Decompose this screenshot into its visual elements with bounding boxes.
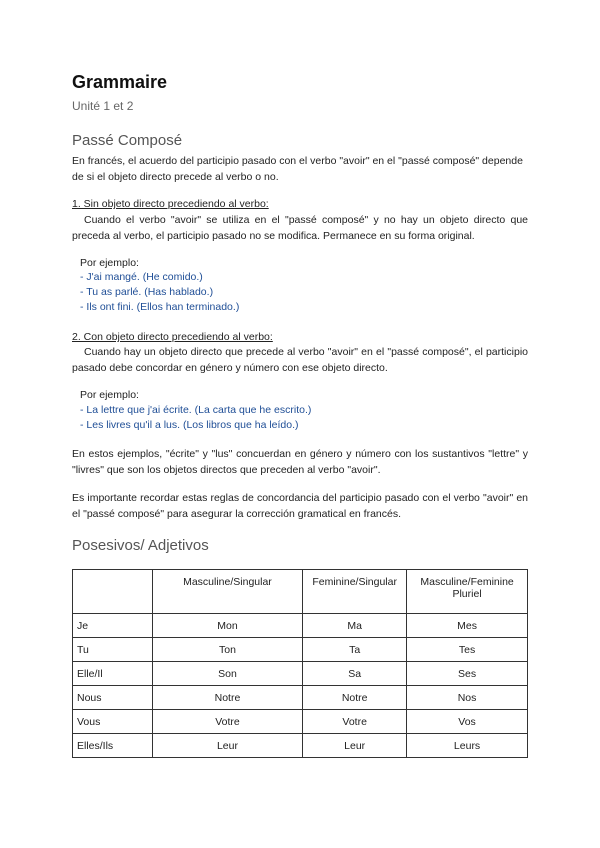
rule1-examples (80, 270, 239, 315)
rule1-example-label: Por ejemplo: (80, 257, 139, 269)
note-paragraph-1: En estos ejemplos, "écrite" y "lus" concuerdan en género y número con los sustantivos "lettre" y "livres" que son los objetos directos que preceden al verbo "avoir". (72, 448, 528, 476)
rule2-title: 2. Con objeto directo precediendo al verbo: (72, 331, 273, 343)
table-cell: Son (152, 662, 303, 686)
intro-paragraph: En francés, el acuerdo del participio pasado con el verbo "avoir" en el "passé composé" depende de si el objeto directo precede al verbo o no. (72, 155, 523, 183)
table-row (73, 638, 528, 662)
example-item: - Les livres qu'il a lus. (Los libros que ha leído.) (80, 419, 299, 431)
example-item: - J'ai mangé. (He comido.) (80, 271, 203, 283)
table-cell: Ma (303, 614, 407, 638)
table-row-label: Je (73, 614, 153, 638)
table-header-cell (73, 570, 153, 614)
table-cell: Notre (152, 686, 303, 710)
table-cell: Mon (152, 614, 303, 638)
example-item: - Tu as parlé. (Has hablado.) (80, 286, 214, 298)
table-header-cell: Masculine/Feminine Pluriel (407, 570, 528, 614)
table-header-cell: Feminine/Singular (303, 570, 407, 614)
table-cell: Ton (152, 638, 303, 662)
table-cell: Leurs (407, 734, 528, 758)
rule2-example-label: Por ejemplo: (80, 389, 139, 401)
note-paragraph-2: Es importante recordar estas reglas de concordancia del participio pasado con el verbo "avoir" en el "passé composé" para asegurar la corrección gramatical en francés. (72, 492, 528, 520)
table-cell: Vos (407, 710, 528, 734)
rule1-title: 1. Sin objeto directo precediendo al verbo: (72, 198, 269, 210)
table-header-cell: Masculine/Singular (152, 570, 303, 614)
section-heading-passe-compose: Passé Composé (72, 132, 183, 149)
table-row (73, 734, 528, 758)
table-cell: Leur (152, 734, 303, 758)
rule2-text: Cuando hay un objeto directo que precede al verbo "avoir" en el "passé composé", el participio pasado debe concordar en género y número con ese objeto directo. (72, 346, 528, 374)
rule2-examples (80, 403, 311, 433)
table-row (73, 710, 528, 734)
table-cell: Notre (303, 686, 407, 710)
rule1-text: Cuando el verbo "avoir" se utiliza en el "passé composé" y no hay un objeto directo que preceda al verbo, el participio pasado no se modifica. Permanece en su forma original. (72, 214, 528, 242)
table-cell: Leur (303, 734, 407, 758)
example-item: - La lettre que j'ai écrite. (La carta que he escrito.) (80, 404, 312, 416)
section-heading-posesivos: Posesivos/ Adjetivos (72, 537, 209, 554)
table-row-label: Elles/Ils (73, 734, 153, 758)
table-row (73, 662, 528, 686)
table-row-label: Nous (73, 686, 153, 710)
table-cell: Sa (303, 662, 407, 686)
table-cell: Ses (407, 662, 528, 686)
table-cell: Mes (407, 614, 528, 638)
table-row-label: Tu (73, 638, 153, 662)
table-cell: Ta (303, 638, 407, 662)
possessives-table (72, 569, 528, 758)
table-row (73, 686, 528, 710)
table-cell: Nos (407, 686, 528, 710)
document-subtitle: Unité 1 et 2 (72, 99, 134, 113)
table-row-label: Vous (73, 710, 153, 734)
table-cell: Votre (152, 710, 303, 734)
table-header-row (73, 570, 528, 614)
example-item: - Ils ont fini. (Ellos han terminado.) (80, 301, 240, 313)
table-cell: Tes (407, 638, 528, 662)
document-title: Grammaire (72, 72, 168, 92)
table-cell: Votre (303, 710, 407, 734)
table-row (73, 614, 528, 638)
table-row-label: Elle/Il (73, 662, 153, 686)
